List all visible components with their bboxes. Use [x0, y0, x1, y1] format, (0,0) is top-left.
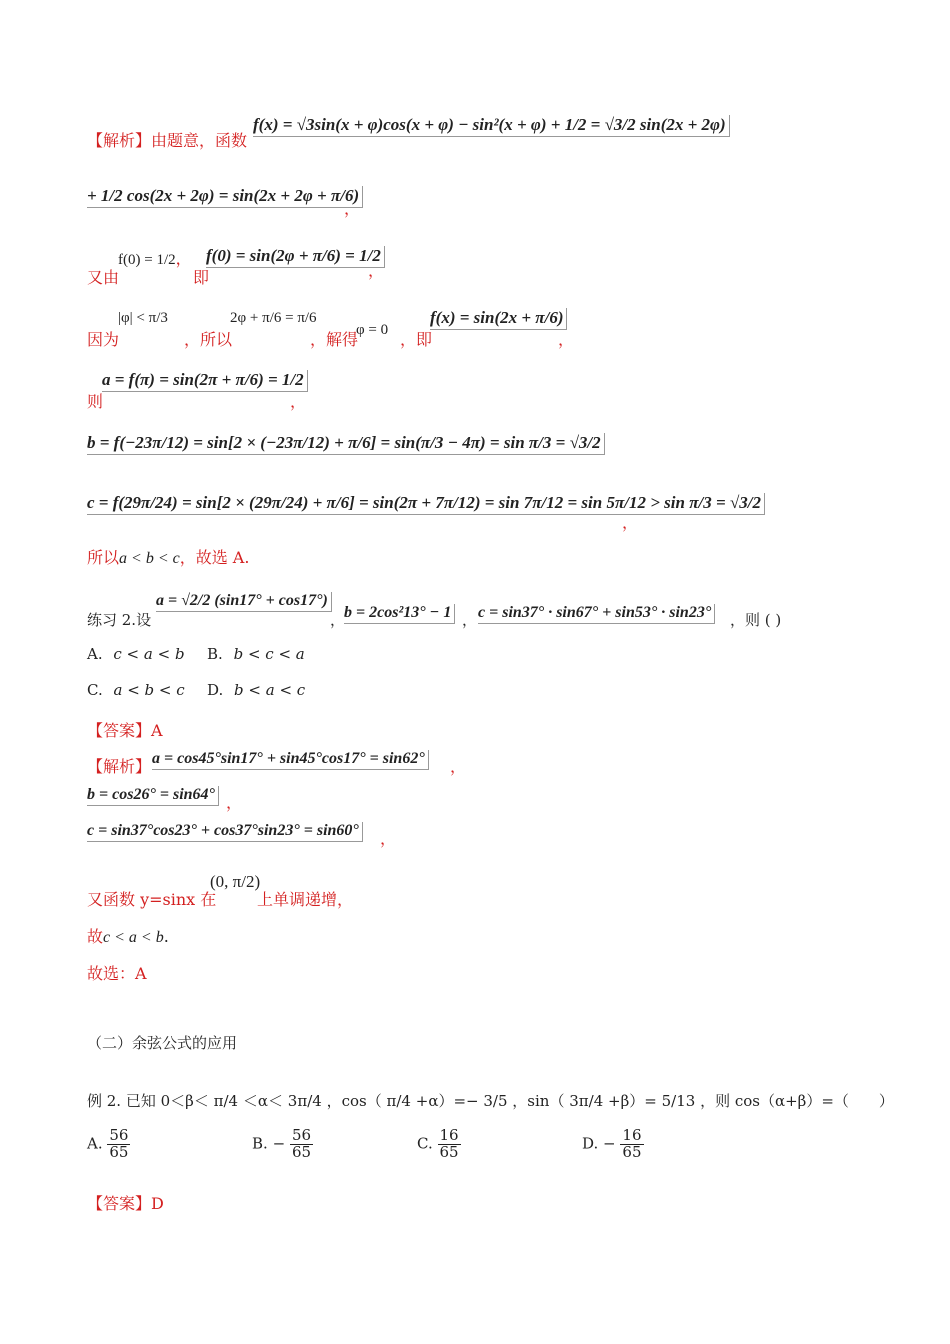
option-expr: b < c < a	[233, 645, 305, 663]
option-expr: b < a < c	[234, 681, 306, 699]
formula-c-value	[87, 493, 765, 515]
example2-option-c[interactable]	[417, 1128, 461, 1161]
formula-text: c < a < b	[103, 929, 164, 946]
frac-text: 5/13	[661, 1092, 696, 1111]
example2-ask: ，则 cos（α+β）=（ ）	[700, 1092, 894, 1110]
monotonic-prefix: 又函数 y=sinx 在	[87, 890, 217, 909]
frac-3-5	[483, 1094, 507, 1110]
prefix-text: 又由	[87, 268, 120, 287]
example2-line	[87, 1090, 894, 1111]
answer-value: A	[151, 721, 163, 740]
formula-text: f(x) = √3sin(x + φ)cos(x + φ) − sin²(x + φ) + 1/2 = √3/2 sin(2x + 2φ)	[253, 115, 726, 134]
frac-pi4	[214, 1094, 238, 1110]
option-fraction	[290, 1128, 313, 1161]
analysis-tag: 【解析】	[87, 131, 152, 150]
conclusion-line	[87, 545, 249, 568]
option-key: A.	[87, 1134, 103, 1153]
choose-line: 故选：A	[87, 964, 147, 983]
frac-5-13	[662, 1094, 696, 1110]
formula-text: f(0) = sin(2φ + π/6) = 1/2	[206, 246, 381, 265]
period: .	[163, 927, 169, 946]
formula-fx-expansion	[253, 115, 730, 137]
frac-num: 16	[439, 1126, 459, 1144]
option-key: C.	[417, 1134, 433, 1153]
answer-line-1	[87, 718, 163, 741]
comma: ，	[175, 249, 192, 268]
comma: ，	[380, 829, 397, 848]
answer-tag: 【答案】	[87, 721, 152, 740]
option-fraction	[107, 1128, 130, 1161]
conclude-prefix: 故	[87, 927, 104, 946]
practice2-label: 练习 2.设	[87, 611, 152, 629]
conclude-line	[87, 924, 169, 947]
formula-phi-zero: φ = 0	[356, 322, 389, 338]
mid-text: ，解得	[310, 330, 359, 349]
formula-text: a < b < c	[119, 550, 180, 567]
analysis2-a: a = cos45°sin17° + sin45°cos17° = sin62°	[152, 750, 429, 770]
sin-suffix: +β）=	[608, 1092, 657, 1110]
comma: ，	[462, 611, 478, 629]
answer-tag: 【答案】	[87, 1194, 152, 1213]
frac-text: π/4	[386, 1092, 411, 1111]
option-key: A.	[87, 645, 103, 663]
option-expr: a < b < c	[113, 681, 185, 699]
practice2-c: c = sin37° · sin67° + sin53° · sin23°	[478, 604, 715, 624]
analysis-intro: 由题意，函数	[151, 131, 248, 150]
prefix-text: 则	[87, 392, 104, 411]
option-sign: −	[272, 1134, 286, 1153]
frac-den: 65	[109, 1142, 129, 1161]
comma: ，	[622, 513, 639, 532]
formula-f0-sin	[206, 246, 385, 268]
frac-3pi4	[288, 1094, 322, 1110]
option-key: D.	[207, 681, 224, 699]
option-expr: c < a < b	[113, 645, 185, 663]
formula-fx-simplified	[87, 186, 363, 208]
section-title: （二）余弦公式的应用	[87, 1034, 238, 1052]
comma: ，	[290, 392, 307, 411]
monotonic-line	[87, 887, 216, 910]
example2-label: 例 2. 已知 0＜β＜	[87, 1092, 209, 1110]
cos-prefix: ，cos（	[326, 1092, 382, 1110]
example2-option-b[interactable]	[252, 1128, 313, 1161]
frac-num: 56	[291, 1126, 312, 1144]
option-b[interactable]	[207, 645, 305, 663]
sin-prefix: ，sin（	[512, 1092, 565, 1110]
frac-text: 3π/4	[569, 1092, 604, 1111]
formula-a-value	[102, 370, 308, 392]
formula-text: f(0) = 1/2	[118, 252, 176, 268]
analysis2-b: b = cos26° = sin64°	[87, 786, 219, 806]
formula-text: b = f(−23π/12) = sin[2 × (−23π/12) + π/6] = sin(π/3 − 4π) = sin π/3 = √3/2	[87, 433, 601, 452]
comma: ，	[368, 261, 385, 280]
practice2-question: ，则 ( )	[730, 611, 782, 629]
option-key: C.	[87, 681, 103, 699]
frac-sin-3pi4	[569, 1094, 603, 1110]
lt-text: ＜α＜	[242, 1092, 284, 1110]
interval: (0, π/2)	[210, 872, 261, 891]
formula-text: + 1/2 cos(2x + 2φ) = sin(2x + 2φ + π/6)	[87, 186, 360, 205]
comma: ，	[450, 757, 467, 776]
formula-text: a = f(π) = sin(2π + π/6) = 1/2	[102, 370, 304, 389]
frac-den: 65	[439, 1142, 459, 1161]
option-d[interactable]	[207, 681, 305, 699]
formula-text: c = f(29π/24) = sin[2 × (29π/24) + π/6] = sin(2π + 7π/12) = sin 7π/12 = sin 5π/12 > sin π/3 = √3/2	[87, 493, 761, 512]
option-a[interactable]	[87, 645, 185, 663]
answer-value: D	[151, 1194, 164, 1213]
formula-phi-condition: |φ| < π/3	[118, 310, 168, 326]
frac-text: 3π/4	[287, 1092, 322, 1111]
comma: ，	[558, 330, 575, 349]
analysis2-c: c = sin37°cos23° + cos37°sin23° = sin60°	[87, 822, 363, 842]
frac-den: 65	[291, 1142, 312, 1161]
formula-text: f(x) = sin(2x + π/6)	[430, 308, 564, 327]
frac-text: π/4	[213, 1092, 239, 1111]
conclusion-text: ，故选 A.	[179, 548, 250, 567]
option-fraction	[438, 1128, 461, 1161]
formula-phi-equation: 2φ + π/6 = π/6	[230, 310, 317, 326]
example2-option-a[interactable]	[87, 1128, 130, 1161]
option-fraction	[620, 1128, 643, 1161]
analysis-line-1	[87, 128, 247, 151]
option-sign: −	[603, 1134, 616, 1153]
frac-den: 65	[622, 1142, 642, 1161]
frac-cos-pi4	[387, 1094, 411, 1110]
prefix-text: 因为	[87, 330, 120, 349]
option-key: D.	[582, 1134, 599, 1153]
practice2-a: a = √2/2 (sin17° + cos17°)	[156, 592, 332, 612]
option-key: B.	[252, 1134, 268, 1153]
monotonic-suffix: 上单调递增，	[257, 890, 354, 909]
mid-text: ，所以	[184, 330, 233, 349]
option-key: B.	[207, 645, 223, 663]
formula-f0	[118, 246, 192, 269]
mid-text: ，即	[400, 330, 433, 349]
mid-text: 即	[193, 268, 210, 287]
frac-num: 56	[109, 1126, 129, 1144]
formula-b-value	[87, 433, 605, 455]
analysis-tag: 【解析】	[87, 757, 152, 776]
comma: ，	[344, 199, 361, 218]
example2-option-d[interactable]	[582, 1128, 644, 1161]
frac-text: 3/5	[483, 1092, 508, 1111]
formula-fx-final	[430, 308, 567, 330]
practice2-b: b = 2cos²13° − 1	[344, 604, 455, 624]
frac-num: 16	[622, 1126, 642, 1144]
comma: ，	[330, 611, 346, 629]
answer-line-2	[87, 1191, 164, 1214]
option-c[interactable]	[87, 681, 185, 699]
comma: ，	[226, 793, 243, 812]
prefix-text: 所以	[87, 548, 120, 567]
cos-suffix: +α）=−	[415, 1092, 479, 1110]
